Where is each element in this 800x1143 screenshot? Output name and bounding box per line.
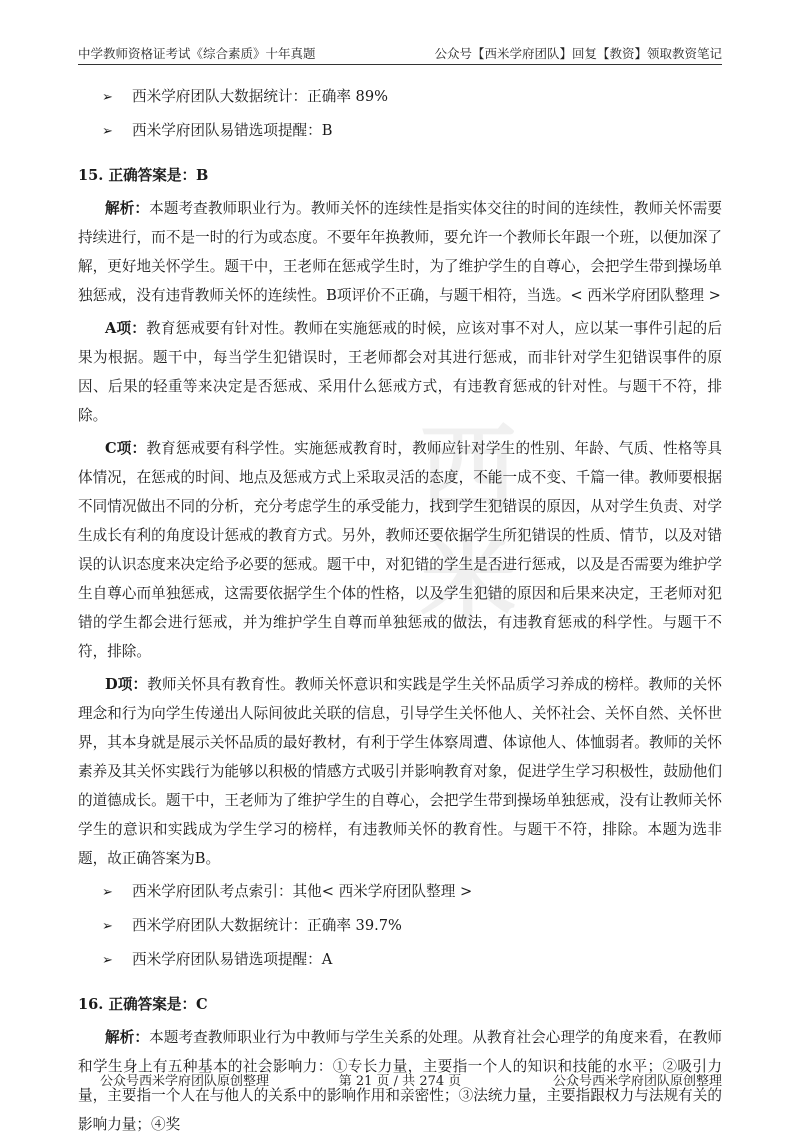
- arrow-bullet-icon: ➢: [102, 885, 113, 900]
- option-a-explanation: [78, 314, 722, 430]
- header-title: 中学教师资格证考试《综合素质》十年真题: [78, 46, 316, 61]
- header-divider: [78, 64, 722, 65]
- analysis-label: 解析：: [105, 1029, 150, 1046]
- bullet-text: 西米学府团队易错选项提醒：B: [132, 122, 333, 139]
- list-item: [78, 82, 722, 112]
- bullet-text: 西米学府团队考点索引：其他< 西米学府团队整理 >: [132, 883, 473, 900]
- option-label: C项：: [105, 440, 147, 457]
- footer-left-note: 公众号西米学府团队原创整理: [100, 1074, 270, 1089]
- list-item: [78, 877, 722, 907]
- arrow-bullet-icon: ➢: [102, 953, 113, 968]
- bullet-text: 西米学府团队易错选项提醒：A: [132, 951, 333, 968]
- header-promo: 公众号【西米学府团队】回复【教资】领取教资笔记: [434, 46, 722, 61]
- analysis-text: 本题考查教师职业行为。教师关怀的连续性是指实体交往的时间的连续性，教师关怀需要持续进行，而不是一时的行为或态度。不要年年换教师，要允许一个教师长年跟一个班，以便加深了解，更好地关怀学生。题干中，王老师在惩戒学生时，为了维护学生的自尊心，会把学生带到操场单独惩戒，没有违背教师关怀的连续性。B项评价不正确，与题干相符，当选。< 西米学府团队整理 >: [78, 200, 722, 304]
- option-text: 教育惩戒要有科学性。实施惩戒教育时，教师应针对学生的性别、年龄、气质、性格等具体情况，在惩戒的时间、地点及惩戒方式上采取灵活的态度，不能一成不变、千篇一律。教师要根据不同情况做出不同的分析，充分考虑学生的承受能力，找到学生犯错误的原因，从对学生负责、对学生成长有利的角度设计惩戒的教育方式。另外，教师还要依据学生所犯错误的性质、情节，以及对错误的认识态度来决定给予必要的惩戒。题干中，对犯错的学生是否进行惩戒，以及是否需要为维护学生自尊心而单独惩戒，这需要依据学生个体的性格，以及学生犯错的原因和后果来决定，王老师对犯错的学生都会进行惩戒，并为维护学生自尊而单独惩戒的做法，有违教育惩戒的科学性。与题干不符，排除。: [78, 440, 722, 660]
- bullet-text: 西米学府团队大数据统计：正确率 39.7%: [132, 917, 402, 934]
- page-content: [78, 78, 722, 1143]
- page-number: 第 21 页 / 共 274 页: [338, 1074, 462, 1089]
- option-text: 教师关怀具有教育性。教师关怀意识和实践是学生关怀品质学习养成的榜样。教师的关怀理念和行为向学生传递出人际间彼此关联的信息，引导学生关怀他人、关怀社会、关怀自然、关怀世界，其本身就是展示关怀品质的最好教材，有利于学生体察周遭、体谅他人、体恤弱者。教师的关怀素养及其关怀实践行为能够以积极的情感方式吸引并影响教育对象，促进学生学习积极性，鼓励他们的道德成长。题干中，王老师为了维护学生的自尊心，会把学生带到操场单独惩戒，没有让教师关怀学生的意识和实践成为学生学习的榜样，有违教师关怀的教育性。与题干不符，排除。本题为选非题，故正确答案为B。: [78, 676, 722, 867]
- arrow-bullet-icon: ➢: [102, 90, 113, 105]
- question-16-heading: 16. 正确答案是：C: [78, 996, 208, 1013]
- list-item: [78, 911, 722, 941]
- list-item: [78, 945, 722, 975]
- arrow-bullet-icon: ➢: [102, 919, 113, 934]
- question-15-heading: 15. 正确答案是：B: [78, 167, 209, 184]
- footer-right-note: 公众号西米学府团队原创整理: [552, 1074, 722, 1089]
- watermark-logo: 西米: [420, 414, 516, 636]
- bullet-text: 西米学府团队大数据统计：正确率 89%: [132, 88, 388, 105]
- option-c-explanation: [78, 434, 722, 666]
- question-15-analysis: [78, 194, 722, 310]
- page-footer: [78, 1070, 722, 1092]
- option-label: A项：: [105, 320, 147, 337]
- analysis-text: 本题考查教师职业行为中教师与学生关系的处理。从教育社会心理学的角度来看，在教师和学生身上有五种基本的社会影响力：①专长力量，主要指一个人的知识和技能的水平；②吸引力量，主要指一个人在与他人的关系中的影响作用和亲密性；③法统力量，主要指跟权力与法规有关的影响力量；④奖: [78, 1029, 722, 1133]
- option-label: D项：: [105, 676, 148, 693]
- arrow-bullet-icon: ➢: [102, 124, 113, 139]
- analysis-label: 解析：: [105, 200, 150, 217]
- page-header: [78, 40, 722, 62]
- list-item: [78, 116, 722, 146]
- option-d-explanation: [78, 670, 722, 873]
- option-text: 教育惩戒要有针对性。教师在实施惩戒的时候，应该对事不对人，应以某一事件引起的后果为根据。题干中，每当学生犯错误时，王老师都会对其进行惩戒，而非针对学生犯错误事件的原因、后果的轻重等来决定是否惩戒、采用什么惩戒方式，有违教育惩戒的针对性。与题干不符，排除。: [78, 320, 722, 424]
